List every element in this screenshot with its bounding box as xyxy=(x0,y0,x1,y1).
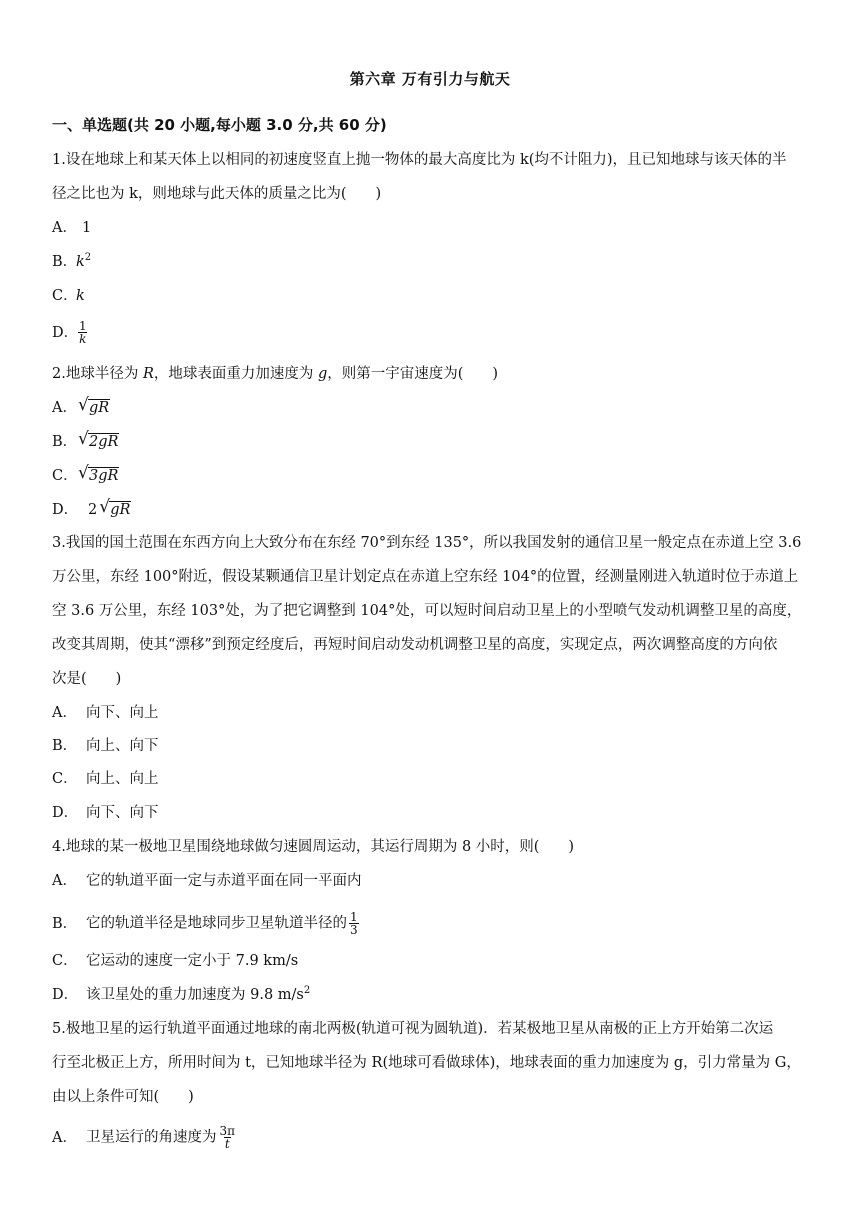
radical-sign-icon: √ xyxy=(78,463,89,483)
option-text: 向上、向下 xyxy=(86,738,159,754)
q2-option-a[interactable] xyxy=(52,395,110,418)
radical-sign-icon: √ xyxy=(78,395,89,415)
q2-stem-g: g xyxy=(317,366,328,382)
option-letter: A． xyxy=(52,705,77,721)
q5-option-a[interactable] xyxy=(52,1125,238,1150)
option-text: k xyxy=(76,288,85,304)
q1-option-d[interactable] xyxy=(52,320,90,345)
option-letter: A． xyxy=(52,400,77,416)
q2-option-d[interactable] xyxy=(52,497,131,520)
option-letter: B． xyxy=(52,254,78,270)
q1-option-c[interactable] xyxy=(52,286,85,306)
q2-stem-mid: ，地球表面重力加速度为 xyxy=(153,366,318,382)
q4-option-b[interactable] xyxy=(52,911,361,936)
option-letter: C． xyxy=(52,771,78,787)
option-exponent: 2 xyxy=(303,985,311,997)
fraction xyxy=(349,911,359,936)
q4-option-c[interactable] xyxy=(52,951,298,971)
q4-option-d[interactable] xyxy=(52,985,310,1005)
option-letter: C． xyxy=(52,953,78,969)
fraction-numerator: 1 xyxy=(79,319,87,333)
q1-stem-line1: 1.设在地球上和某天体上以相同的初速度竖直上抛一物体的最大高度比为 k(均不计阻力)，且已知地球与该天体的半 xyxy=(52,152,787,168)
q3-option-d[interactable] xyxy=(52,803,159,823)
fraction xyxy=(219,1125,237,1150)
q2-stem-pre: 2.地球半径为 xyxy=(52,366,143,382)
q3-stem-line4: 改变其周期，使其“漂移”到预定经度后，再短时间启动发动机调整卫星的高度，实现定点，两次调整高度的方向依 xyxy=(52,637,778,653)
q2-stem xyxy=(52,364,498,384)
q5-stem-line2: 行至北极正上方，所用时间为 t，已知地球半径为 R(地球可看做球体)，地球表面的重力加速度为 g，引力常量为 G， xyxy=(52,1055,801,1071)
fraction-numerator: 1 xyxy=(350,910,358,924)
sqrt-expression xyxy=(78,395,110,418)
fraction-denominator: 3 xyxy=(350,923,358,937)
option-letter: D． xyxy=(52,805,79,821)
q2-stem-r: R xyxy=(142,366,154,382)
q3-option-b[interactable] xyxy=(52,736,159,756)
option-text: 它的轨道半径是地球同步卫星轨道半径的 xyxy=(86,915,347,932)
q5-stem-line1: 5.极地卫星的运行轨道平面通过地球的南北两极(轨道可视为圆轨道)．若某极地卫星从南极的正上方开始第二次运 xyxy=(52,1021,774,1037)
option-letter: A． xyxy=(52,873,77,889)
q3-stem-line1: 3.我国的国土范围在东西方向上大致分布在东经 70°到东经 135°，所以我国发射的通信卫星一般定点在赤道上空 3.6 xyxy=(52,535,802,551)
q3-stem-line2: 万公里，东经 100°附近，假设某颗通信卫星计划定点在赤道上空东经 104°的位置，经测量刚进入轨道时位于赤道上 xyxy=(52,569,799,585)
q1-stem-line2: 径之比也为 k，则地球与此天体的质量之比为( ) xyxy=(52,186,382,202)
option-letter: C． xyxy=(52,288,78,304)
q5-stem-line3: 由以上条件可知( ) xyxy=(52,1089,194,1105)
option-letter: A． xyxy=(52,220,77,236)
option-text: 向下、向下 xyxy=(86,805,159,821)
option-text: 卫星运行的角速度为 xyxy=(86,1129,217,1146)
sqrt-argument: 3gR xyxy=(89,468,119,484)
option-letter: B． xyxy=(52,434,78,450)
section-heading: 一、单选题(共 20 小题,每小题 3.0 分,共 60 分) xyxy=(52,116,387,134)
sqrt-argument: gR xyxy=(110,502,131,518)
chapter-title: 第六章 万有引力与航天 xyxy=(349,70,511,88)
sqrt-expression xyxy=(99,497,131,520)
option-letter: A． xyxy=(52,1129,77,1146)
option-base: k xyxy=(76,254,85,270)
option-text: 1 xyxy=(82,220,92,236)
sqrt-argument: 2gR xyxy=(89,434,119,450)
sqrt-expression xyxy=(78,429,119,452)
option-letter: B． xyxy=(52,915,78,932)
fraction-denominator: t xyxy=(224,1137,230,1151)
option-letter: D． xyxy=(52,987,79,1003)
fraction xyxy=(78,320,88,345)
q2-stem-post: ，则第一宇宙速度为( ) xyxy=(327,366,499,382)
option-text: 向上、向上 xyxy=(86,771,159,787)
fraction-numerator: 3π xyxy=(219,1124,236,1138)
q3-option-c[interactable] xyxy=(52,769,159,789)
q4-stem: 4.地球的某一极地卫星围绕地球做匀速圆周运动，其运行周期为 8 小时，则( ) xyxy=(52,839,575,855)
q2-option-b[interactable] xyxy=(52,429,119,452)
radical-sign-icon: √ xyxy=(78,429,89,449)
q1-option-a[interactable] xyxy=(52,218,91,238)
radical-sign-icon: √ xyxy=(99,497,111,517)
q1-option-b[interactable] xyxy=(52,252,91,272)
sqrt-coefficient: 2 xyxy=(88,502,98,518)
option-letter: D． xyxy=(52,324,79,341)
option-text: 该卫星处的重力加速度为 9.8 m/s xyxy=(86,987,304,1003)
q4-option-a[interactable] xyxy=(52,871,362,891)
option-letter: D． xyxy=(52,502,79,518)
q3-stem-line5: 次是( ) xyxy=(52,671,122,687)
q2-option-c[interactable] xyxy=(52,463,119,486)
sqrt-argument: gR xyxy=(89,400,110,416)
option-text: 它运动的速度一定小于 7.9 km/s xyxy=(86,953,299,969)
q3-option-a[interactable] xyxy=(52,703,159,723)
option-text: 它的轨道平面一定与赤道平面在同一平面内 xyxy=(86,873,362,889)
sqrt-expression xyxy=(78,463,119,486)
option-letter: C． xyxy=(52,468,78,484)
fraction-denominator: k xyxy=(79,332,87,346)
q3-stem-line3: 空 3.6 万公里，东经 103°处，为了把它调整到 104°处，可以短时间启动卫星上的小型喷气发动机调整卫星的高度， xyxy=(52,603,802,619)
option-letter: B． xyxy=(52,738,78,754)
option-exponent: 2 xyxy=(84,252,92,264)
option-text: 向下、向上 xyxy=(86,705,159,721)
